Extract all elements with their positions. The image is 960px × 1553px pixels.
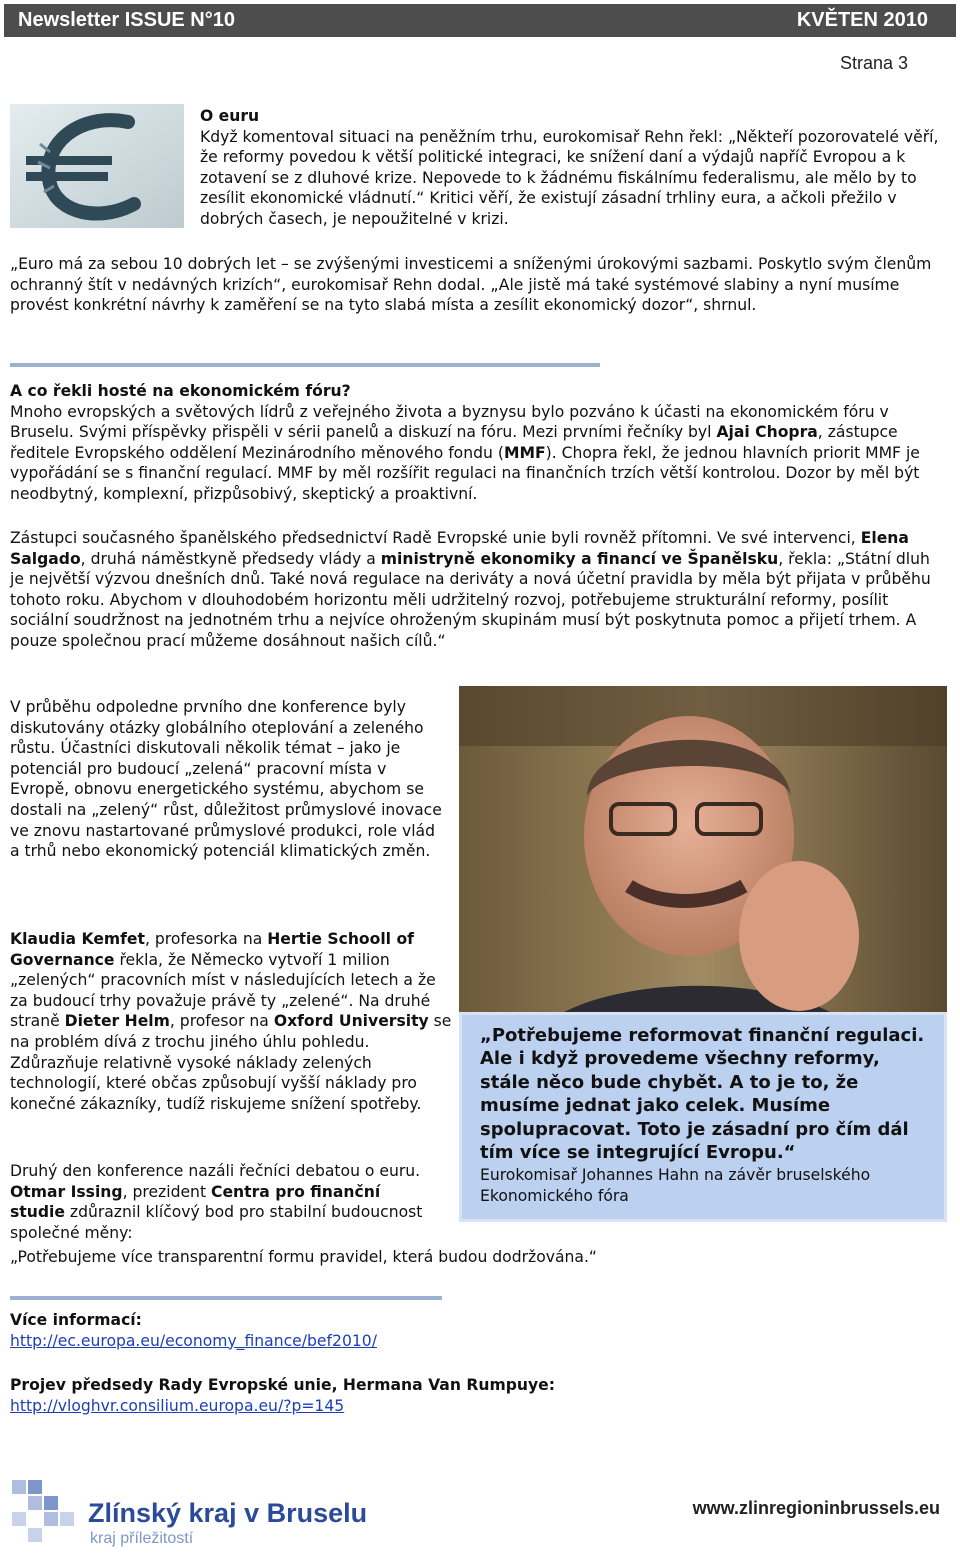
logo-title: Zlínský kraj v Bruselu (88, 1498, 368, 1528)
speaker-chopra: Ajai Chopra (716, 423, 818, 442)
newsletter-title: Newsletter ISSUE N°10 (18, 9, 235, 31)
issue-date: KVĚTEN 2010 (796, 9, 928, 31)
section-divider-2 (10, 1296, 442, 1300)
region-logo (12, 1476, 368, 1552)
speaker-kemfet: Klaudia Kemfet (10, 930, 145, 948)
issing-quote: „Potřebujeme více transparentní formu pravidel, která budou dodržována.“ (10, 1248, 598, 1266)
more-info-label: Více informací: (10, 1311, 142, 1329)
forum-paragraph-3: V průběhu odpoledne prvního dne konference byly diskutovány otázky globálního oteplování a zeleného růstu. Účastníci diskutovali několik témat – jako je potenciál pro budoucí „zelená“ pracovní místa v Evropě, obnovu energetického systému, abychom se dostali na „zelený“ růst, důležitost průmyslové inovace ve znovu nastartované průmyslové produkci, role vlád a trhů nebo ekonomický potenciál klimatických změn. (10, 698, 442, 861)
euro-intro-paragraph: Když komentoval situaci na peněžním trhu, eurokomisař Rehn řekl: „Někteří pozorovatelé věří, že reformy povedou k větší politické integraci, ke snížení daní a výdajů napříč Evropou a k zotavení se z dluhové krize. Nepovede to k žádnému fiskálnímu federalismu, ale mělo by to zesílit ekonomické vládnutí.“ Kritici věří, že existují zásadní trhliny eura, a ačkoli přežilo v dobrých časech, je nepoužitelné v krizi. (200, 127, 939, 228)
page-number: Strana 3 (839, 53, 908, 73)
link-bef2010[interactable]: http://ec.europa.eu/economy_finance/bef2010/ (10, 1331, 377, 1350)
forum-paragraph-5: Druhý den konference nazáli řečníci debatou o euru. Otmar Issing, prezident Centra pro finanční studie zdůraznil klíčový bod pro stabilní budoucnost společné měny: (10, 1162, 423, 1242)
logo-subtitle: kraj příležitostí (90, 1530, 194, 1547)
speaker-helm: Dieter Helm (64, 1012, 170, 1031)
header-bar (4, 4, 956, 37)
quote-attribution: Eurokomisař Johannes Hahn na závěr bruselského Ekonomického fóra (480, 1166, 871, 1206)
forum-paragraph-2: Zástupci současného španělského předsednictví Radě Evropské unie byli rovněž přítomni. Ve své intervenci, Elena Salgado, druhá náměstkyně předsedy vlády a ministryně ekonomiky a financí ve Španělsku, řekla: „Státní dluh je největší výzvou dnešních dnů. Také nová regulace na deriváty a nová účetní pravidla by měla být přijata v průběhu tohoto roku. Abychom v dlouhodobém horizontu měli udržitelný rozvoj, potřebujeme strukturální reformy, posílit sociální soudržnost na jednotném trhu a nejvíce ohroženým skupinám musí být poskytnuta pomoc a přijetí trhem. A pouze společnou prací můžeme dosáhnout našich cílů.“ (10, 529, 931, 650)
section-title-euro: O euru (200, 107, 260, 125)
forum-paragraph-4: Klaudia Kemfet, profesorka na Hertie Schooll of Governance řekla, že Německo vytvoří 1 milion „zelených“ pracovních míst v následujících letech a že za budoucí trhy považuje právě ty „zelené“. Na druhé straně Dieter Helm, profesor na Oxford University se na problém dívá z trochu jiného úhlu pohledu. Zdůrazňuje relativně vysoké náklady zelených technologií, které občas způsobují vyšší náklady pro konečné zákazníky, tudíž riskujeme snížení spotřeby. (10, 930, 452, 1113)
link-vloghvr[interactable]: http://vloghvr.consilium.europa.eu/?p=145 (10, 1396, 345, 1415)
hahn-quote: „Potřebujeme reformovat finanční regulaci. Ale i když provedeme všechny reformy, stále něco bude chybět. A to je to, že musíme jednat jako celek. Musíme spolupracovat. Toto je zásadní pro čím dál tím více se integrující Evropu.“ (480, 1025, 925, 1164)
forum-paragraph-1: Mnoho evropských a světových lídrů z veřejného života a byznysu bylo pozváno k účasti na ekonomickém fóru v Bruselu. Svými příspěvky přispěli v sérii panelů a diskuzí na fóru. Mezi prvními řečníky byl Ajai Chopra, zástupce ředitele Evropského oddělení Mezinárodního měnového fondu (MMF). Chopra řekl, že jednou hlavních priorit MMF je vypořádání se s finanční regulací. MMF by měl rozšířit regulaci na finančních trzích větší kontrolou. Dozor by měl být neodbytný, komplexní, přizpůsobivý, skeptický a proaktivní. (10, 402, 920, 503)
euro-quote-paragraph: „Euro má za sebou 10 dobrých let – se zvýšenými investicemi a sníženými úrokovými sazbami. Poskytlo svým členům ochranný štít v nedávných krizích“, eurokomisař Rehn dodal. „Ale jistě má také systémové slabiny a nyní musíme provést konkrétní návrhy k zaměření se na tyto slabá místa a zesílit ekonomický dozor“, shrnul. (10, 255, 932, 315)
speech-label: Projev předsedy Rady Evropské unie, Hermana Van Rumpuye: (10, 1376, 555, 1394)
speaker-salgado: Elena Salgado (10, 529, 909, 568)
logo-squares-icon (12, 1476, 82, 1546)
quote-box (459, 1012, 947, 1222)
section-title-forum: A co řekli hosté na ekonomickém fóru? (10, 382, 351, 400)
euro-illustration (10, 104, 184, 228)
section-divider (10, 363, 600, 367)
speaker-photo (459, 686, 947, 1060)
footer-website: www.zlinregioninbrussels.eu (692, 1498, 940, 1518)
speaker-issing: Otmar Issing (10, 1182, 123, 1201)
